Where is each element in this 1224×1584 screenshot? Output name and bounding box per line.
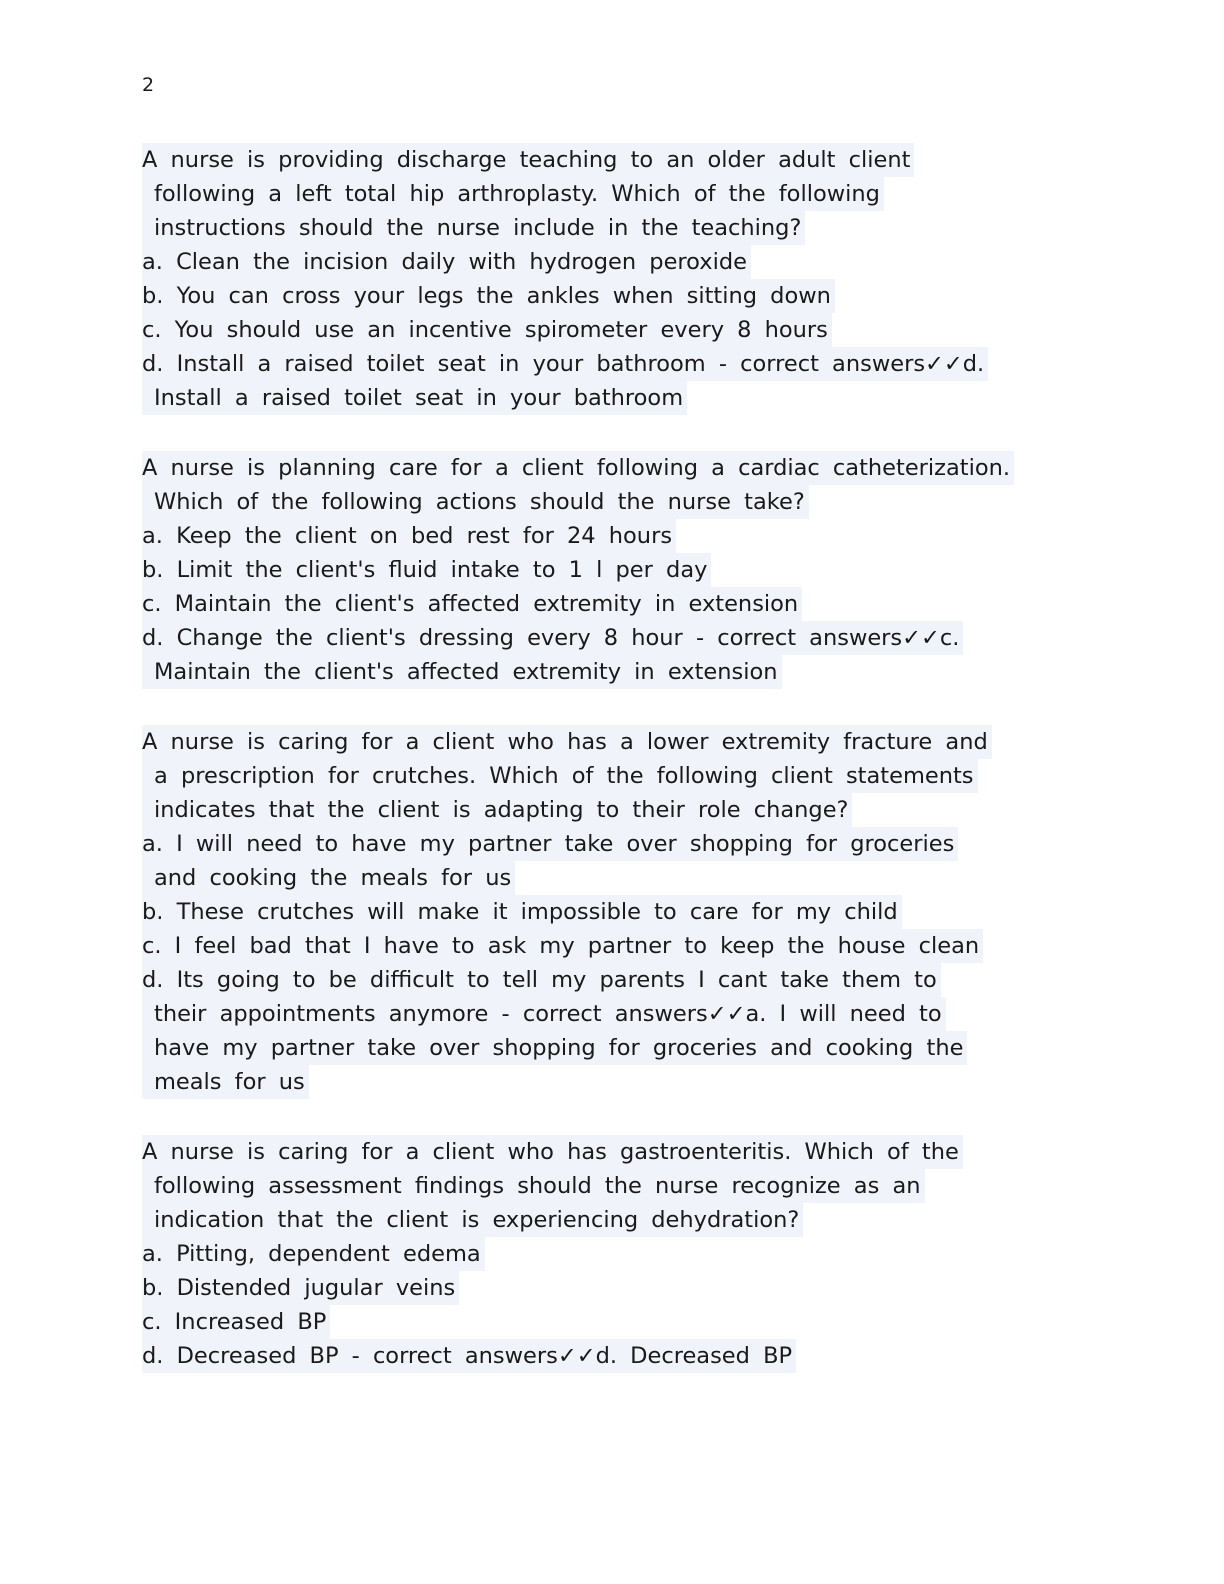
answer-option [142, 245, 1082, 279]
text-line: b. Limit the client's fluid intake to 1 l per day [142, 553, 711, 587]
answer-option [142, 279, 1082, 313]
text-line: A nurse is providing discharge teaching to an older adult client [142, 143, 914, 177]
text-line: b. You can cross your legs the ankles when sitting down [142, 279, 835, 313]
question-stem-line [142, 793, 1082, 827]
text-line: Which of the following actions should the nurse take? [142, 485, 809, 519]
answer-option [142, 1271, 1082, 1305]
text-line: d. Install a raised toilet seat in your bathroom - correct answers✓✓d. [142, 347, 988, 381]
question-stem-line [142, 759, 1082, 793]
answer-option [142, 553, 1082, 587]
question-block [142, 143, 1082, 415]
answer-option [142, 895, 1082, 929]
text-line: A nurse is caring for a client who has a lower extremity fracture and [142, 725, 992, 759]
question-stem-line [142, 143, 1082, 177]
question-stem-line [142, 451, 1082, 485]
text-line: Maintain the client's affected extremity in extension [142, 655, 782, 689]
answer-option [142, 963, 1082, 997]
text-line: a. I will need to have my partner take over shopping for groceries [142, 827, 958, 861]
answer-option [142, 1237, 1082, 1271]
question-stem-line [142, 725, 1082, 759]
correct-answer-continuation [142, 655, 1082, 689]
text-line: following assessment findings should the nurse recognize as an [142, 1169, 925, 1203]
text-line: a prescription for crutches. Which of the following client statements [142, 759, 978, 793]
answer-option-with-correct-answer [142, 621, 1082, 655]
correct-answer-continuation [142, 1065, 1082, 1099]
question-block [142, 1135, 1082, 1373]
text-line: b. Distended jugular veins [142, 1271, 459, 1305]
question-block [142, 451, 1082, 689]
question-stem-line [142, 485, 1082, 519]
answer-option-continuation [142, 861, 1082, 895]
answer-option [142, 827, 1082, 861]
answer-option-with-correct-answer [142, 997, 1082, 1031]
text-line: indicates that the client is adapting to their role change? [142, 793, 852, 827]
text-line: c. I feel bad that I have to ask my partner to keep the house clean [142, 929, 983, 963]
text-line: have my partner take over shopping for groceries and cooking the [142, 1031, 967, 1065]
answer-option [142, 929, 1082, 963]
answer-option [142, 519, 1082, 553]
question-block [142, 725, 1082, 1099]
text-line: meals for us [142, 1065, 309, 1099]
text-line: indication that the client is experiencing dehydration? [142, 1203, 803, 1237]
answer-option [142, 313, 1082, 347]
text-line: c. You should use an incentive spirometer every 8 hours [142, 313, 832, 347]
question-stem-line [142, 1169, 1082, 1203]
text-line: a. Keep the client on bed rest for 24 hours [142, 519, 676, 553]
text-line: a. Clean the incision daily with hydrogen peroxide [142, 245, 751, 279]
answer-option-with-correct-answer [142, 1339, 1082, 1373]
text-line: instructions should the nurse include in the teaching? [142, 211, 805, 245]
answer-option [142, 1305, 1082, 1339]
text-line: d. Change the client's dressing every 8 hour - correct answers✓✓c. [142, 621, 963, 655]
answer-option [142, 587, 1082, 621]
text-line: and cooking the meals for us [142, 861, 515, 895]
question-stem-line [142, 177, 1082, 211]
text-line: their appointments anymore - correct answers✓✓a. I will need to [142, 997, 946, 1031]
text-line: Install a raised toilet seat in your bathroom [142, 381, 687, 415]
page-number: 2 [142, 74, 155, 96]
text-line: d. Its going to be difficult to tell my parents I cant take them to [142, 963, 941, 997]
text-line: following a left total hip arthroplasty. Which of the following [142, 177, 884, 211]
question-stem-line [142, 211, 1082, 245]
question-stem-line [142, 1203, 1082, 1237]
text-line: c. Increased BP [142, 1305, 330, 1339]
text-line: b. These crutches will make it impossible to care for my child [142, 895, 902, 929]
answer-option-with-correct-answer [142, 347, 1082, 381]
text-line: A nurse is caring for a client who has gastroenteritis. Which of the [142, 1135, 963, 1169]
question-stem-line [142, 1135, 1082, 1169]
text-line: a. Pitting, dependent edema [142, 1237, 485, 1271]
text-line: A nurse is planning care for a client following a cardiac catheterization. [142, 451, 1014, 485]
correct-answer-continuation [142, 381, 1082, 415]
text-line: c. Maintain the client's affected extremity in extension [142, 587, 802, 621]
text-line: d. Decreased BP - correct answers✓✓d. Decreased BP [142, 1339, 796, 1373]
correct-answer-continuation [142, 1031, 1082, 1065]
